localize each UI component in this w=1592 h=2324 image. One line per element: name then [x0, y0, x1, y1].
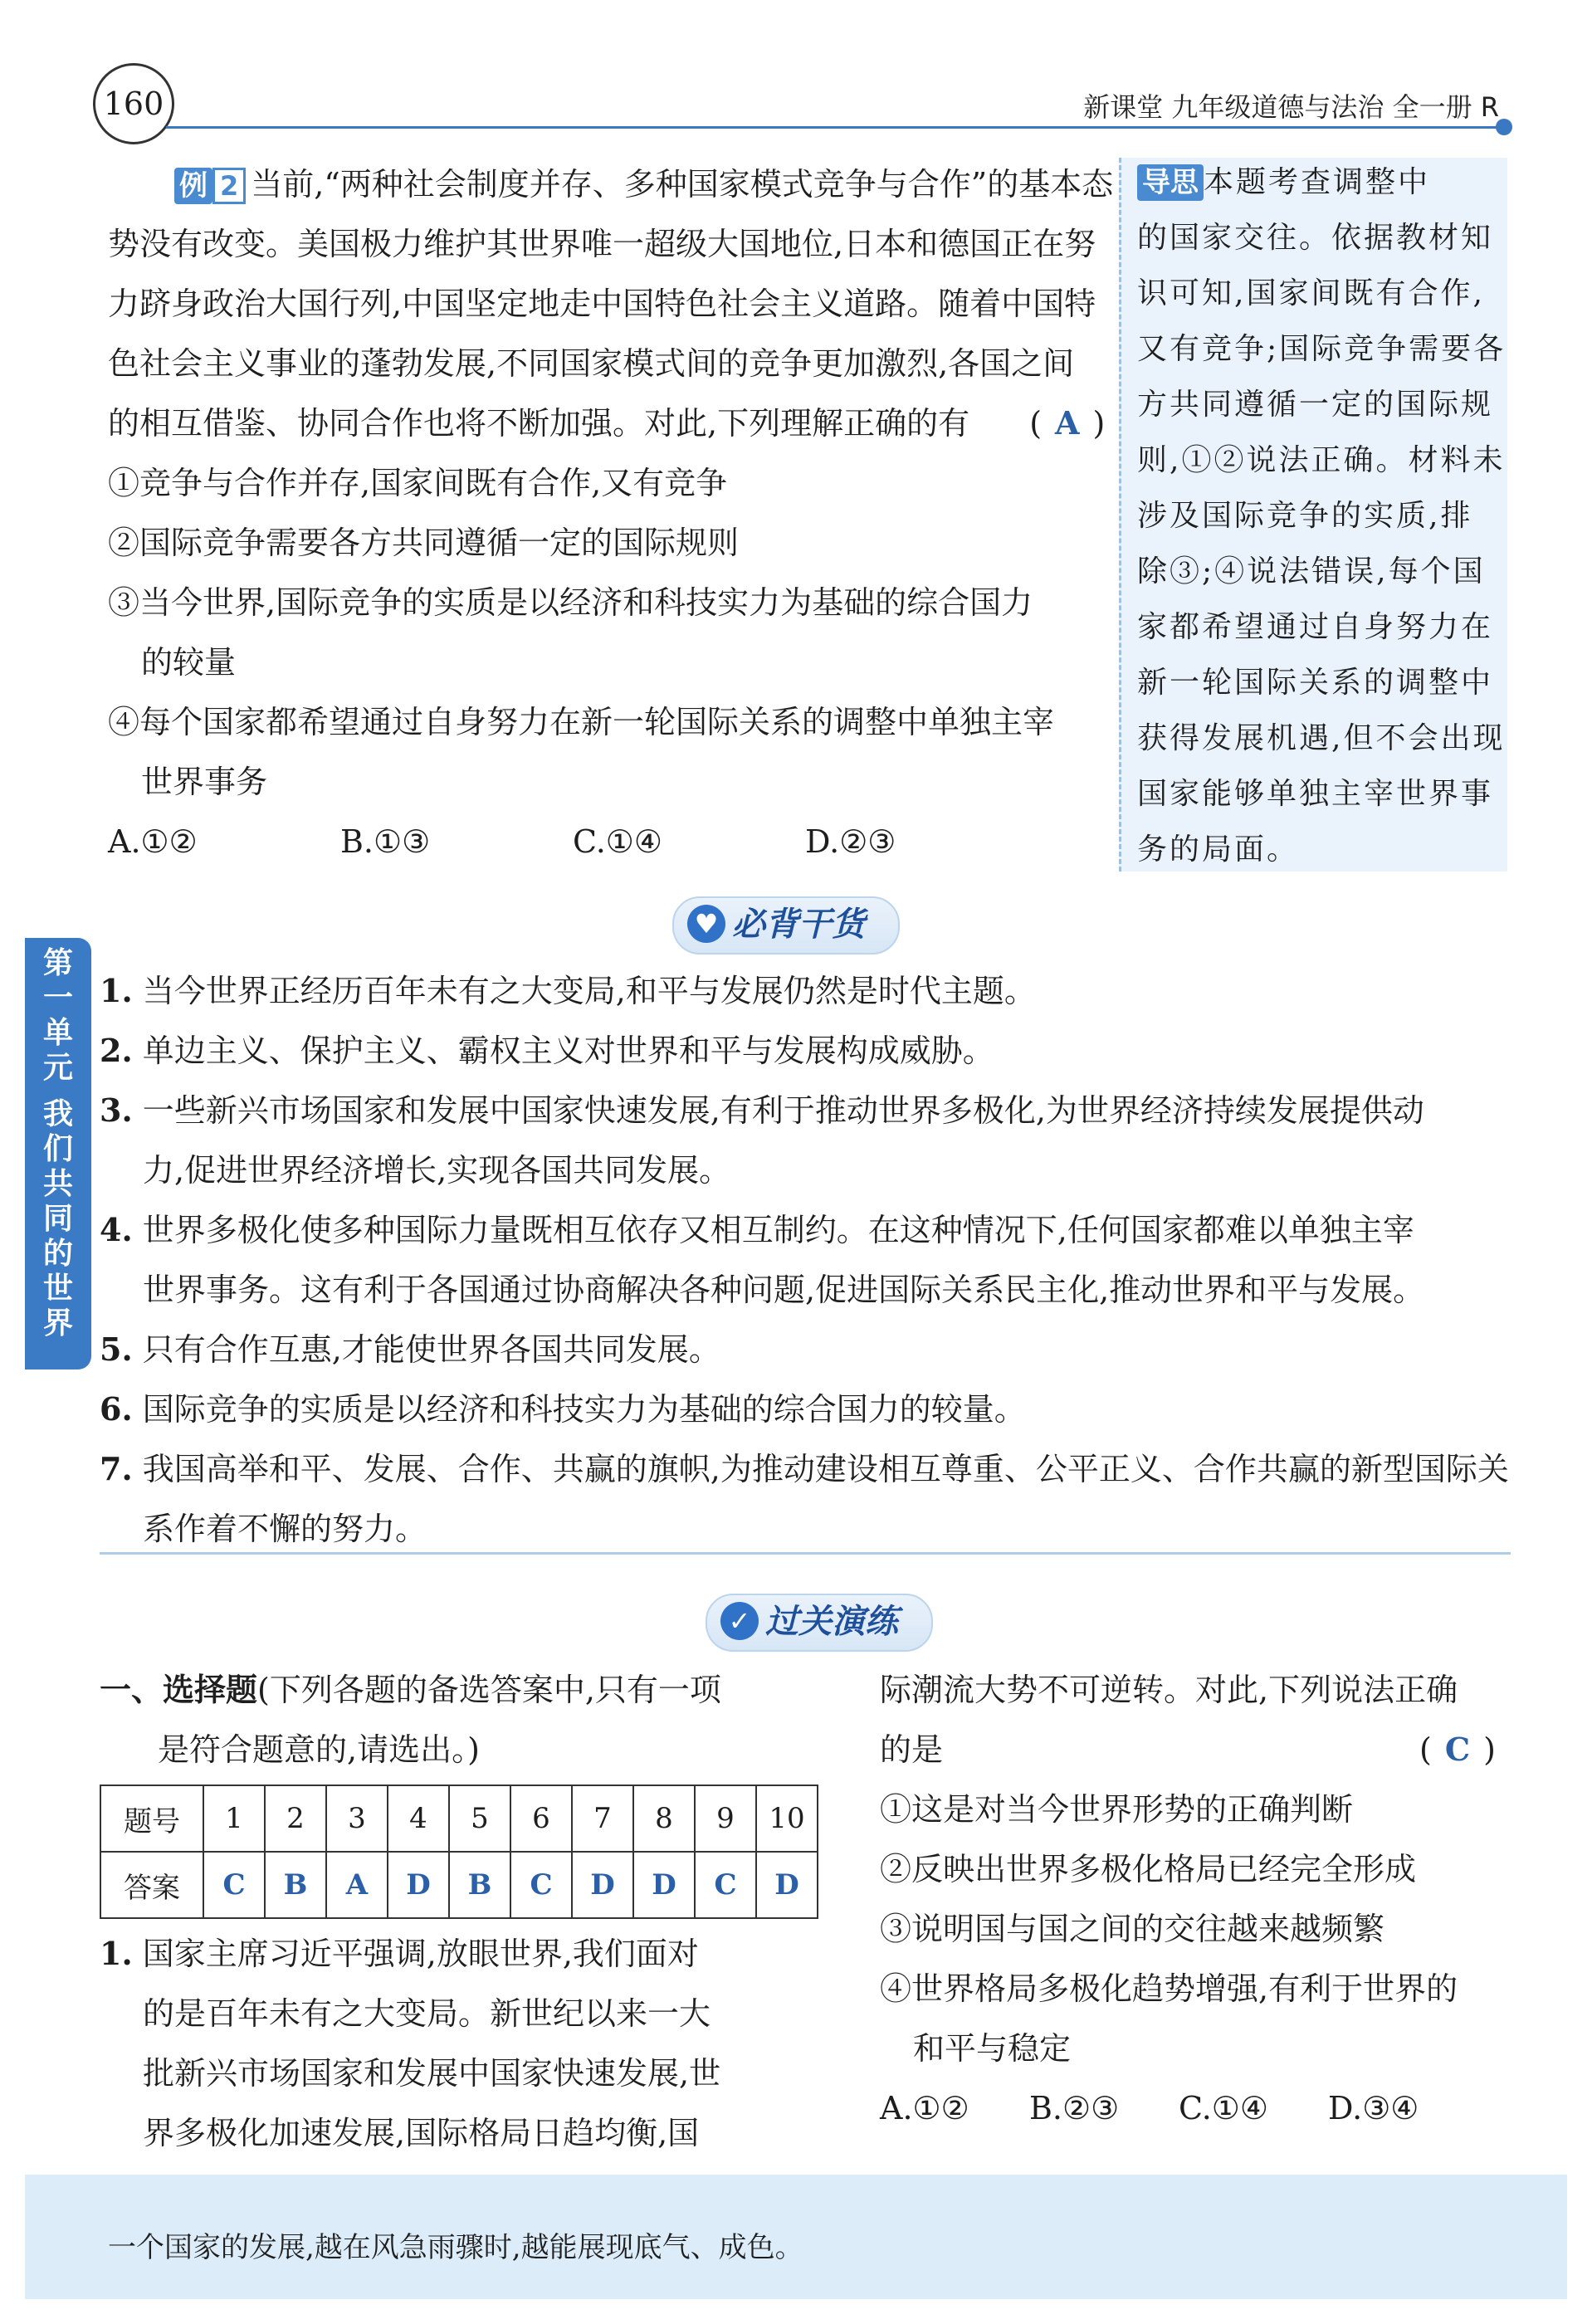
side-tab-char: 我 [42, 1097, 73, 1131]
header-title: 新课堂 九年级道德与法治 全一册 R [1083, 91, 1499, 123]
table-row [100, 1785, 818, 1852]
table-cell: B [449, 1852, 510, 1918]
example-option: ②国际竞争需要各方共同遵循一定的国际规则 [108, 525, 740, 561]
question-number: 1. [100, 1935, 133, 1972]
list-item [100, 961, 1509, 1021]
answer-paren-close: ) [1483, 1731, 1496, 1768]
table-cell: B [265, 1852, 326, 1918]
question-answer: C [1444, 1731, 1471, 1768]
example-line: 势没有改变。美国极力维护其世界唯一超级大国地位,日本和德国正在努 [108, 226, 1096, 262]
list-item [100, 1379, 1509, 1439]
list-item [100, 1320, 1509, 1379]
example-choices [108, 812, 1113, 872]
practice-banner [706, 1594, 933, 1652]
item-text-cont: 力,促进世界经济增长,实现各国共同发展。 [143, 1152, 731, 1189]
question-1 [100, 1924, 720, 2163]
table-header: 题号 [100, 1785, 203, 1852]
table-row [100, 1852, 818, 1918]
list-item [100, 1081, 1509, 1140]
guide-line: 获得发展机遇,但不会出现 [1137, 721, 1506, 755]
guide-line: 的国家交往。依据教材知 [1137, 221, 1494, 255]
table-cell: C [510, 1852, 572, 1918]
side-tab-char: 世 [42, 1272, 73, 1306]
choice-a: A.①② [108, 823, 198, 860]
example-line: 力跻身政治大国行列,中国坚定地走中国特色社会主义道路。随着中国特 [108, 286, 1096, 322]
item-text: 一些新兴市场国家和发展中国家快速发展,有利于推动世界多极化,为世界经济持续发展提供动 [142, 1092, 1424, 1129]
guide-body [1137, 210, 1523, 877]
table-cell: D [633, 1852, 695, 1918]
table-cell: 2 [265, 1785, 326, 1852]
table-cell: 9 [695, 1785, 756, 1852]
answer-table [100, 1784, 818, 1919]
example-tag: 例 [174, 168, 212, 204]
example-line: 色社会主义事业的蓬勃发展,不同国家模式间的竞争更加激烈,各国之间 [108, 345, 1075, 382]
guide-line: 又有竞争;国际竞争需要各 [1137, 332, 1507, 366]
question-option: ①这是对当今世界形势的正确判断 [880, 1791, 1354, 1828]
list-item [100, 1200, 1509, 1260]
guide-line: 务的局面。 [1137, 832, 1300, 867]
question-text: 的是百年未有之大变局。新世纪以来一大 [143, 1995, 711, 2032]
question-text: 批新兴市场国家和发展中国家快速发展,世 [143, 2055, 721, 2092]
answer-paren-open: ( [1419, 1731, 1432, 1768]
heart-icon: ♥ [687, 905, 725, 943]
footer-quote: 一个国家的发展,越在风急雨骤时,越能展现底气、成色。 [108, 2231, 803, 2264]
table-cell: 6 [510, 1785, 572, 1852]
table-cell: C [695, 1852, 756, 1918]
choice-b: B.②③ [1029, 2090, 1120, 2126]
side-tab-char: 界 [42, 1306, 73, 1340]
table-cell: 7 [572, 1785, 633, 1852]
table-cell: 5 [449, 1785, 510, 1852]
example-option: ①竞争与合作并存,国家间既有合作,又有竞争 [108, 465, 728, 501]
side-tab-char: 们 [42, 1132, 73, 1166]
table-cell: D [756, 1852, 818, 1918]
guide-line: 新一轮国际关系的调整中 [1137, 666, 1494, 700]
item-number: 3. [100, 1091, 133, 1129]
page-number: 160 [93, 63, 174, 144]
item-text: 世界多极化使多种国际力量既相互依存又相互制约。在这种情况下,任何国家都难以单独主宰 [142, 1212, 1414, 1248]
choice-d: D.③④ [1328, 2090, 1419, 2126]
example-text: 当前,“两种社会制度并存、多种国家模式竞争与合作”的基本态 [251, 166, 1114, 203]
side-tab-spacer [25, 1086, 91, 1097]
guide-line: 识可知,国家间既有合作, [1137, 276, 1485, 310]
section-heading: 一、选择题 [100, 1671, 258, 1708]
item-number: 5. [100, 1330, 133, 1368]
example-line [174, 154, 1113, 214]
choice-a: A.①② [880, 2090, 969, 2126]
example-text: 的相互借鉴、协同合作也将不断加强。对此,下列理解正确的有 [108, 405, 970, 442]
must-know-list [100, 961, 1509, 1559]
item-text: 单边主义、保护主义、霸权主义对世界和平与发展构成威胁。 [142, 1033, 994, 1069]
side-tab-char: 共 [42, 1167, 73, 1201]
question-option: ②反映出世界多极化格局已经完全形成 [880, 1851, 1417, 1887]
example-option: ③当今世界,国际竞争的实质是以经济和科技实力为基础的综合国力 [108, 584, 1033, 621]
item-number: 7. [100, 1450, 133, 1487]
guide-tag: 导思 [1137, 164, 1204, 201]
question-text: 的是 [880, 1731, 944, 1768]
example-block [108, 154, 1113, 872]
guide-line: 家都希望通过自身努力在 [1137, 610, 1494, 644]
unit-side-tab [25, 938, 91, 1370]
side-tab-char: 单 [42, 1016, 73, 1050]
example-answer: A [1055, 404, 1080, 442]
guide-line: 方共同遵循一定的国际规 [1137, 388, 1494, 422]
check-icon: ✓ [720, 1602, 759, 1640]
header-rule [166, 126, 1502, 129]
item-text: 国际竞争的实质是以经济和科技实力为基础的综合国力的较量。 [142, 1391, 1026, 1428]
must-know-banner [672, 896, 900, 954]
side-tab-char: 一 [42, 981, 73, 1015]
question-option: ④世界格局多极化趋势增强,有利于世界的 [880, 1970, 1458, 2007]
section-heading-line [100, 1660, 721, 1720]
example-option: ④每个国家都希望通过自身努力在新一轮国际关系的调整中单独主宰 [108, 704, 1055, 740]
guide-line: 除③;④说法错误,每个国 [1137, 554, 1486, 588]
table-cell: A [326, 1852, 388, 1918]
item-text-cont: 系作着不懈的努力。 [143, 1511, 427, 1547]
guide-line: 涉及国际竞争的实质,排 [1137, 499, 1473, 533]
question-choices [880, 2078, 1496, 2138]
answer-paren-close: ) [1092, 405, 1106, 442]
example-option-cont: 的较量 [141, 644, 237, 681]
side-tab-char: 元 [42, 1051, 73, 1085]
section-divider [100, 1552, 1511, 1555]
list-item [100, 1439, 1509, 1499]
choice-d: D.②③ [805, 823, 896, 860]
question-1-continued [880, 1660, 1496, 2138]
choice-c: C.①④ [1179, 2090, 1268, 2126]
side-tab-char: 的 [42, 1237, 73, 1271]
item-text: 当今世界正经历百年未有之大变局,和平与发展仍然是时代主题。 [142, 973, 1036, 1009]
table-cell: C [203, 1852, 265, 1918]
table-cell: 1 [203, 1785, 265, 1852]
practice-title: 过关演练 [765, 1603, 898, 1641]
table-cell: D [388, 1852, 449, 1918]
table-cell: D [572, 1852, 633, 1918]
side-tab-char: 同 [42, 1202, 73, 1236]
answer-paren-open: ( [1029, 405, 1043, 442]
practice-section [100, 1660, 721, 1780]
section-note: (下列各题的备选答案中,只有一项 [257, 1672, 721, 1708]
section-note-cont: 是符合题意的,请选出。) [158, 1731, 480, 1768]
question-text: 界多极化加速发展,国际格局日趋均衡,国 [143, 2115, 700, 2151]
item-text-cont: 世界事务。这有利于各国通过协商解决各种问题,促进国际关系民主化,推动世界和平与发展。 [143, 1272, 1425, 1308]
guide-line [1137, 154, 1430, 210]
item-text: 我国高举和平、发展、合作、共赢的旗帜,为推动建设相互尊重、公平正义、合作共赢的新型国际关 [142, 1451, 1509, 1487]
guide-text: 本题考查调整中 [1204, 165, 1431, 199]
item-number: 6. [100, 1390, 133, 1428]
list-item [100, 1021, 1509, 1081]
example-option-cont: 世界事务 [141, 764, 268, 800]
question-text: 国家主席习近平强调,放眼世界,我们面对 [142, 1936, 699, 1972]
table-cell: 3 [326, 1785, 388, 1852]
side-tab-char: 第 [42, 946, 73, 980]
item-text: 只有合作互惠,才能使世界各国共同发展。 [142, 1331, 720, 1368]
guide-line: 国家能够单独主宰世界事 [1137, 777, 1494, 811]
choice-b: B.①③ [340, 823, 431, 860]
item-number: 2. [100, 1032, 133, 1069]
item-number: 4. [100, 1211, 133, 1248]
question-option-cont: 和平与稳定 [913, 2030, 1072, 2067]
question-line [100, 1924, 720, 1984]
example-number: 2 [212, 168, 246, 204]
choice-c: C.①④ [573, 823, 662, 860]
question-text: 际潮流大势不可逆转。对此,下列说法正确 [880, 1672, 1458, 1708]
question-option: ③说明国与国之间的交往越来越频繁 [880, 1911, 1385, 1947]
table-cell: 4 [388, 1785, 449, 1852]
item-number: 1. [100, 972, 133, 1009]
table-cell: 8 [633, 1785, 695, 1852]
guide-line: 则,①②说法正确。材料未 [1137, 443, 1506, 477]
table-header: 答案 [100, 1852, 203, 1918]
table-cell: 10 [756, 1785, 818, 1852]
must-know-title: 必背干货 [732, 906, 865, 944]
question-line [880, 1720, 1496, 1780]
example-line [108, 393, 1113, 453]
